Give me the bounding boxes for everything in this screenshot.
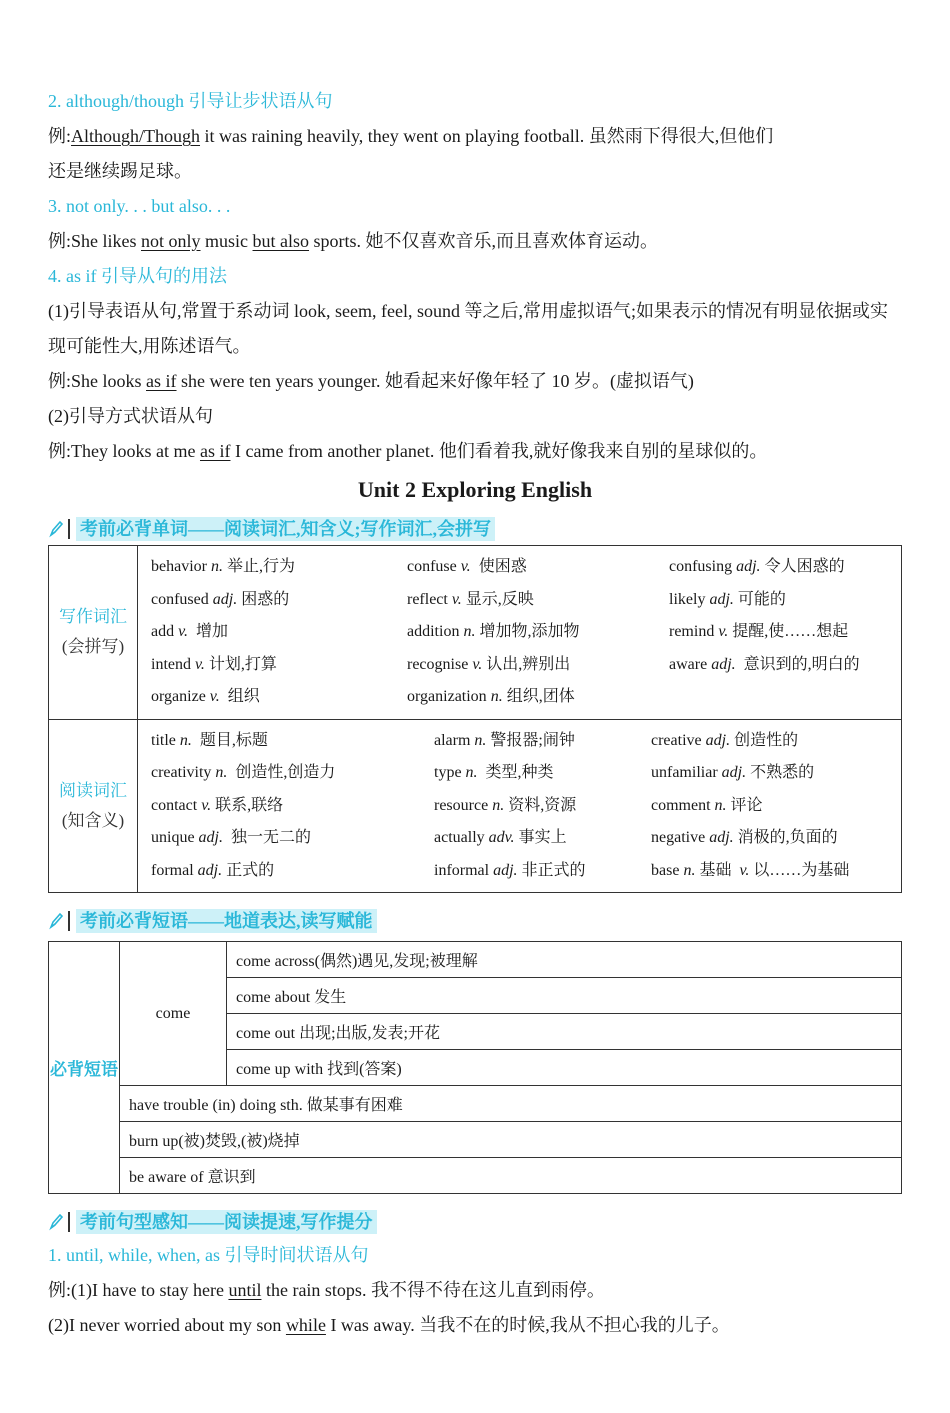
example-until: 例:(1)I have to stay here until the rain stops. 我不得不待在这儿直到雨停。 bbox=[48, 1280, 605, 1300]
vocab-entry: add v. 增加 bbox=[151, 623, 229, 640]
divider-bar bbox=[68, 911, 70, 931]
vocab-entry: intend v. 计划,打算 bbox=[151, 655, 277, 673]
vocab-entry: addition n. 增加物,添加物 bbox=[407, 623, 580, 640]
divider-bar bbox=[68, 519, 70, 539]
section-title: 考前必背单词——阅读词汇,知含义;写作词汇,会拼写 bbox=[76, 517, 495, 541]
heading-although: 2. although/though 引导让步状语从句 bbox=[48, 91, 333, 111]
vocab-entry: comment n. 评论 bbox=[651, 796, 763, 814]
as-if-rule-1: (1)引导表语从句,常置于系动词 look, seem, feel, sound 等之后,常用虚拟语气;如果表示的情况有明显依据或实现可能性大,用陈述语气。 bbox=[48, 301, 888, 356]
phrase-cell: come out 出现;出版,发表;开花 bbox=[227, 1014, 902, 1050]
section-header-sentences bbox=[48, 1206, 902, 1238]
as-if-rule-2: (2)引导方式状语从句 bbox=[48, 406, 213, 426]
vocab-entry: creative adj. 创造性的 bbox=[651, 731, 799, 749]
section-title: 考前句型感知——阅读提速,写作提分 bbox=[76, 1210, 377, 1234]
vocab-entry: unique adj. 独一无二的 bbox=[151, 829, 312, 846]
vocabulary-table bbox=[48, 545, 902, 893]
example-not-only: 例:She likes not only music but also sports. 她不仅喜欢音乐,而且喜欢体育运动。 bbox=[48, 231, 659, 251]
vocab-entry: unfamiliar adj. 不熟悉的 bbox=[651, 764, 815, 781]
phrase-row bbox=[49, 942, 902, 978]
vocab-entry: informal adj. 非正式的 bbox=[434, 861, 586, 879]
phrase-cell: come up with 找到(答案) bbox=[227, 1050, 902, 1086]
vocab-entry bbox=[669, 681, 899, 714]
vocab-entry: contact v. 联系,联络 bbox=[151, 796, 284, 814]
heading-as-if: 4. as if 引导从句的用法 bbox=[48, 266, 227, 286]
heading-time-clause: 1. until, while, when, as 引导时间状语从句 bbox=[48, 1245, 369, 1265]
reading-vocab-row bbox=[49, 719, 902, 893]
vocab-entry: organization n. 组织,团体 bbox=[407, 688, 575, 705]
vocab-entry: title n. 题目,标题 bbox=[151, 731, 268, 749]
section-header-words bbox=[48, 513, 902, 545]
phrase-cell: burn up(被)焚毁,(被)烧掉 bbox=[120, 1122, 902, 1158]
reading-vocab-list bbox=[139, 721, 900, 892]
phrase-cell: be aware of 意识到 bbox=[120, 1158, 902, 1194]
example-as-if-2: 例:They looks at me as if I came from another planet. 他们看着我,就好像我来自别的星球似的。 bbox=[48, 441, 768, 461]
vocab-entry: organize v. 组织 bbox=[151, 688, 260, 705]
example-while: (2)I never worried about my son while I was away. 当我不在的时候,我从不担心我的儿子。 bbox=[48, 1315, 730, 1335]
vocab-entry: formal adj. 正式的 bbox=[151, 861, 275, 879]
vocab-entry: aware adj. 意识到的,明白的 bbox=[669, 655, 860, 673]
vocab-entry: type n. 类型,种类 bbox=[434, 764, 554, 781]
pencil-icon bbox=[48, 1213, 64, 1231]
vocab-entry: resource n. 资料,资源 bbox=[434, 796, 577, 814]
vocab-entry: negative adj. 消极的,负面的 bbox=[651, 829, 838, 846]
vocab-entry: alarm n. 警报器;闹钟 bbox=[434, 731, 575, 749]
phrases-table bbox=[48, 941, 902, 1194]
pencil-icon bbox=[48, 912, 64, 930]
phrase-row bbox=[49, 1122, 902, 1158]
vocab-entry: base n. 基础 v. 以……为基础 bbox=[651, 861, 850, 879]
phrase-row bbox=[49, 1086, 902, 1122]
vocab-entry: confuse v. 使困惑 bbox=[407, 558, 527, 575]
example-although-1: 例:Although/Though it was raining heavily, they went on playing football. 虽然雨下得很大,但他们 bbox=[48, 126, 774, 146]
writing-vocab-list bbox=[139, 547, 900, 718]
vocab-entry: confused adj. 困惑的 bbox=[151, 590, 290, 608]
example-although-2: 还是继续踢足球。 bbox=[48, 161, 192, 181]
divider-bar bbox=[68, 1212, 70, 1232]
heading-not-only: 3. not only. . . but also. . . bbox=[48, 196, 231, 216]
writing-vocab-label: 写作词汇 (会拼写) bbox=[49, 546, 138, 720]
reading-vocab-label: 阅读词汇 (知含义) bbox=[49, 719, 138, 893]
phrase-cell: come about 发生 bbox=[227, 978, 902, 1014]
phrases-label: 必背短语 bbox=[49, 942, 120, 1194]
vocab-entry: remind v. 提醒,使……想起 bbox=[669, 623, 849, 640]
vocab-entry: actually adv. 事实上 bbox=[434, 829, 567, 846]
phrase-row bbox=[49, 1158, 902, 1194]
vocab-entry: likely adj. 可能的 bbox=[669, 590, 786, 608]
vocab-entry: recognise v. 认出,辨别出 bbox=[407, 655, 571, 673]
vocab-entry: reflect v. 显示,反映 bbox=[407, 590, 534, 608]
unit-title: Unit 2 Exploring English bbox=[357, 477, 593, 502]
writing-vocab-row bbox=[49, 546, 902, 720]
vocab-entry: confusing adj. 令人困惑的 bbox=[669, 558, 845, 575]
phrase-cell: have trouble (in) doing sth. 做某事有困难 bbox=[120, 1086, 902, 1122]
example-as-if-1: 例:She looks as if she were ten years younger. 她看起来好像年轻了 10 岁。(虚拟语气) bbox=[48, 371, 694, 391]
pencil-icon bbox=[48, 520, 64, 538]
section-header-phrases bbox=[48, 905, 902, 937]
section-title: 考前必背短语——地道表达,读写赋能 bbox=[76, 909, 377, 933]
phrase-cell: come across(偶然)遇见,发现;被理解 bbox=[227, 942, 902, 978]
vocab-entry: creativity n. 创造性,创造力 bbox=[151, 764, 336, 781]
come-label: come bbox=[120, 942, 227, 1086]
vocab-entry: behavior n. 举止,行为 bbox=[151, 558, 295, 575]
